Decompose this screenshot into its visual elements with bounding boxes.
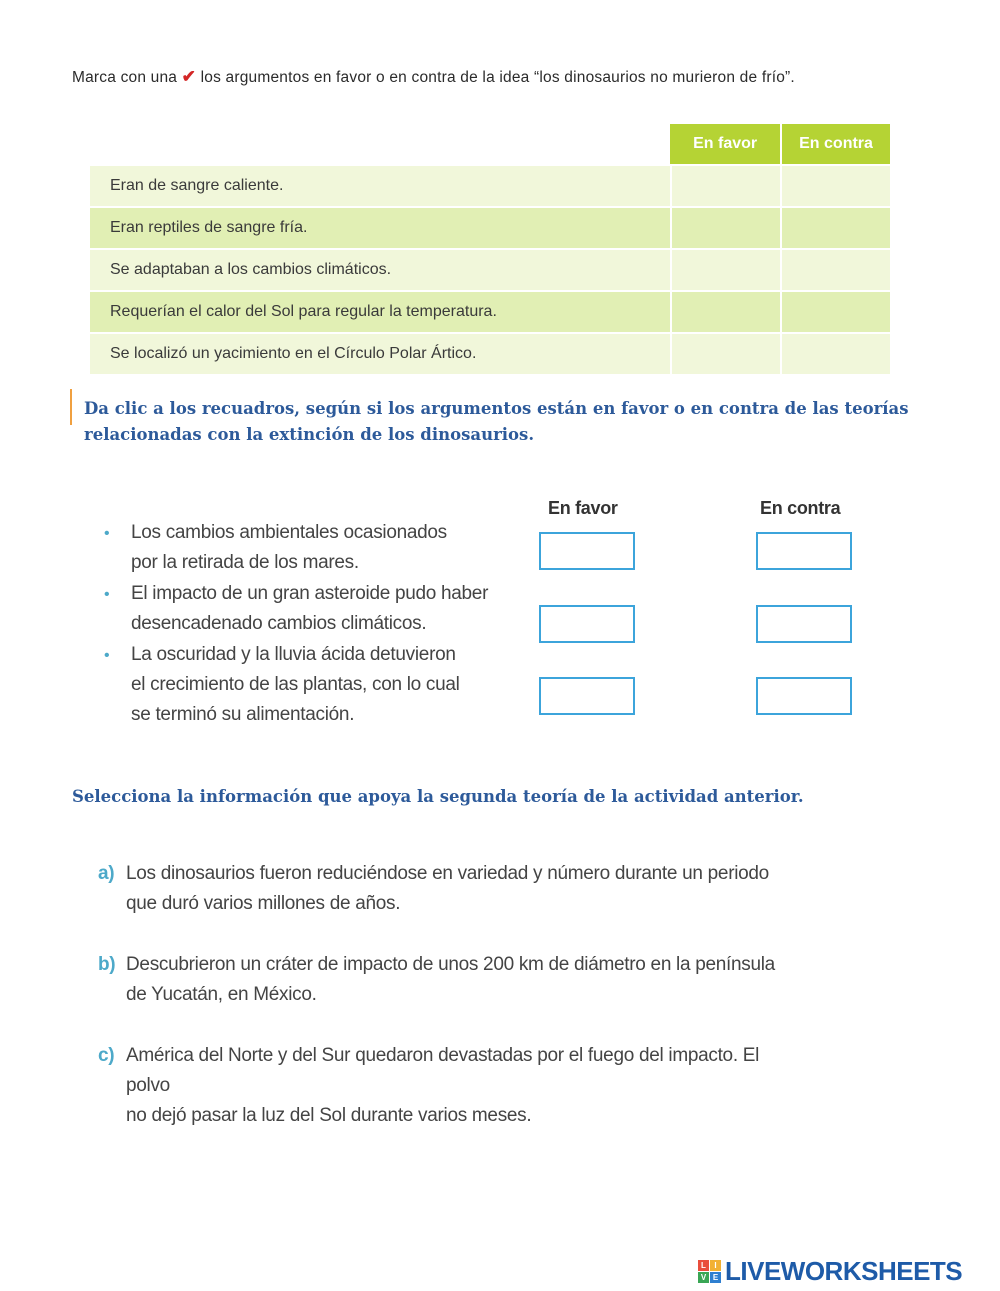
logo-tile: L bbox=[698, 1260, 709, 1271]
table-cell-favor[interactable] bbox=[670, 164, 780, 206]
argument-item-3 bbox=[131, 640, 460, 730]
argument-line: Los cambios ambientales ocasionados bbox=[131, 522, 447, 543]
option-b[interactable] bbox=[98, 950, 798, 1010]
logo-tile: I bbox=[710, 1260, 721, 1271]
table-cell-contra[interactable] bbox=[780, 164, 890, 206]
logo-text: LIVEWORKSHEETS bbox=[725, 1255, 963, 1286]
answer-box-1-favor[interactable] bbox=[539, 532, 635, 570]
table-row bbox=[90, 248, 890, 290]
table-cell-favor[interactable] bbox=[670, 248, 780, 290]
table-cell-favor[interactable] bbox=[670, 206, 780, 248]
table-row bbox=[90, 332, 890, 374]
option-line: Descubrieron un cráter de impacto de unos 200 km de diámetro en la península bbox=[126, 954, 775, 975]
argument-line: desencadenado cambios climáticos. bbox=[131, 613, 427, 634]
logo-tile: V bbox=[698, 1272, 709, 1283]
liveworksheets-icon bbox=[698, 1260, 721, 1283]
arguments-table bbox=[90, 124, 890, 374]
argument-item-2 bbox=[131, 579, 488, 639]
column-header-favor: En favor bbox=[548, 498, 618, 518]
option-c[interactable] bbox=[98, 1041, 798, 1131]
instruction-2-marker bbox=[70, 389, 72, 425]
table-cell-favor[interactable] bbox=[670, 290, 780, 332]
argument-item-1 bbox=[131, 518, 447, 578]
option-letter: a) bbox=[98, 863, 115, 884]
option-letter: c) bbox=[98, 1045, 115, 1066]
answer-box-3-favor[interactable] bbox=[539, 677, 635, 715]
table-header-blank bbox=[90, 124, 670, 164]
table-cell-contra[interactable] bbox=[780, 248, 890, 290]
table-cell-contra[interactable] bbox=[780, 206, 890, 248]
instruction-1 bbox=[72, 68, 852, 86]
table-row bbox=[90, 164, 890, 206]
instruction-3: Selecciona la información que apoya la segunda teoría de la actividad anterior. bbox=[72, 787, 804, 806]
option-line: Los dinosaurios fueron reduciéndose en variedad y número durante un periodo bbox=[126, 863, 769, 884]
table-row-text: Se adaptaban a los cambios climáticos. bbox=[90, 248, 670, 290]
option-line: de Yucatán, en México. bbox=[126, 984, 317, 1005]
argument-line: por la retirada de los mares. bbox=[131, 552, 359, 573]
bullet-icon: • bbox=[104, 647, 110, 664]
bullet-icon: • bbox=[104, 525, 110, 542]
option-line: América del Norte y del Sur quedaron devastadas por el fuego del impacto. El polvo bbox=[126, 1045, 760, 1096]
instruction-2: Da clic a los recuadros, según si los argumentos están en favor o en contra de las teorías relacionadas con la extinción de los dinosaurios. bbox=[84, 399, 909, 444]
table-row-text: Eran reptiles de sangre fría. bbox=[90, 206, 670, 248]
table-cell-contra[interactable] bbox=[780, 290, 890, 332]
table-header-contra: En contra bbox=[780, 124, 890, 164]
argument-line: La oscuridad y la lluvia ácida detuvieron bbox=[131, 644, 456, 665]
checkmark-icon: ✔ bbox=[181, 67, 197, 86]
table-row-text: Requerían el calor del Sol para regular la temperatura. bbox=[90, 290, 670, 332]
table-cell-favor[interactable] bbox=[670, 332, 780, 374]
bullet-icon: • bbox=[104, 586, 110, 603]
argument-line: el crecimiento de las plantas, con lo cual bbox=[131, 674, 460, 695]
argument-line: El impacto de un gran asteroide pudo haber bbox=[131, 583, 489, 604]
table-row-text: Eran de sangre caliente. bbox=[90, 164, 670, 206]
table-row-text: Se localizó un yacimiento en el Círculo Polar Ártico. bbox=[90, 332, 670, 374]
answer-box-2-favor[interactable] bbox=[539, 605, 635, 643]
liveworksheets-logo bbox=[698, 1256, 962, 1286]
instruction-1-after: los argumentos en favor o en contra de la idea “los dinosaurios no murieron de frío”. bbox=[200, 69, 795, 86]
option-line: que duró varios millones de años. bbox=[126, 893, 401, 914]
logo-tile: E bbox=[710, 1272, 721, 1283]
table-row bbox=[90, 206, 890, 248]
answer-box-3-contra[interactable] bbox=[756, 677, 852, 715]
argument-line: se terminó su alimentación. bbox=[131, 704, 355, 725]
table-header-favor: En favor bbox=[670, 124, 780, 164]
column-header-contra: En contra bbox=[760, 498, 841, 518]
option-a[interactable] bbox=[98, 859, 798, 919]
answer-box-1-contra[interactable] bbox=[756, 532, 852, 570]
table-header-row bbox=[90, 124, 890, 164]
table-cell-contra[interactable] bbox=[780, 332, 890, 374]
option-line: no dejó pasar la luz del Sol durante varios meses. bbox=[126, 1105, 532, 1126]
instruction-1-before: Marca con una bbox=[72, 69, 178, 86]
option-letter: b) bbox=[98, 954, 116, 975]
answer-box-2-contra[interactable] bbox=[756, 605, 852, 643]
table-row bbox=[90, 290, 890, 332]
